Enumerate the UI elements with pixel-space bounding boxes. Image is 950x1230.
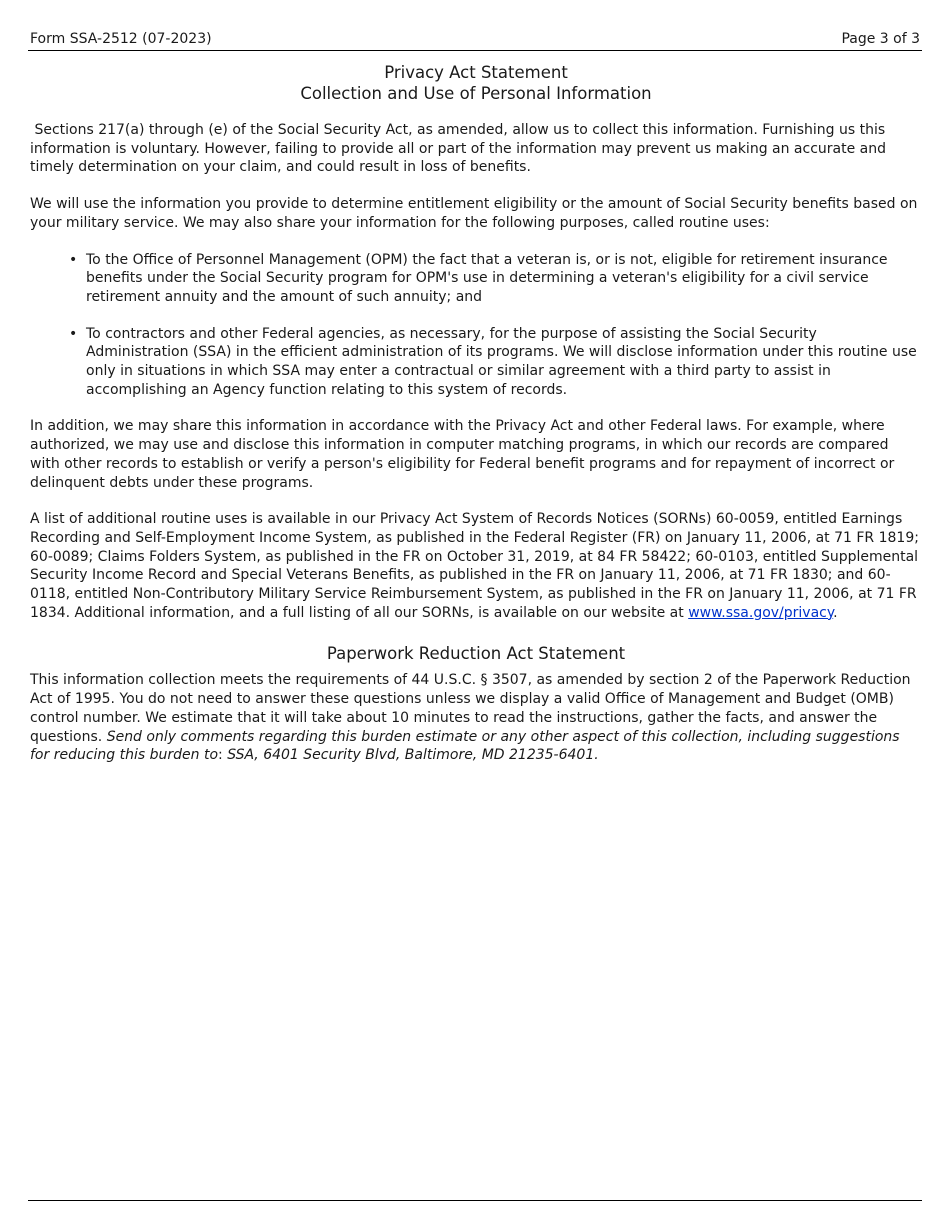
privacy-paragraph-sharing: In addition, we may share this information in accordance with the Privacy Act and other Federal laws. For example, where authorized, we may use and disclose this information in computer matching programs, in which our records are compared with other records to establish or verify a person's eligibility for Federal benefit programs and for repayment of incorrect or delinquent debts under these programs. <box>30 418 895 491</box>
privacy-website-link[interactable]: www.ssa.gov/privacy <box>688 604 834 621</box>
privacy-paragraph-sorns <box>30 510 922 622</box>
routine-uses-list <box>30 251 922 400</box>
footer-divider <box>28 1200 922 1201</box>
paperwork-address: SSA, 6401 Security Blvd, Baltimore, MD 21235-6401. <box>227 747 599 764</box>
page-number: Page 3 of 3 <box>841 31 920 47</box>
routine-use-contractors: To contractors and other Federal agencies, as necessary, for the purpose of assisting the Social Security Administration (SSA) in the efficient administration of its programs. We will disclose information under this routine use only in situations in which SSA may enter a contractual or similar agreement with a third party to assist in accomplishing an Agency function relating to this system of records. <box>86 325 917 398</box>
list-item <box>30 251 922 307</box>
sorns-end: . <box>833 604 838 621</box>
privacy-paragraph-authority: Sections 217(a) through (e) of the Social Security Act, as amended, allow us to collect this information. Furnishing us this information is voluntary. However, failing to provide all or part of the information may prevent us making an accurate and timely determination on your claim, and could result in loss of benefits. <box>30 122 891 176</box>
paperwork-text: This information collection meets the requirements of 44 U.S.C. § 3507, as amended by section 2 of the Paperwork Reduction Act of 1995. You do not need to answer these questions unless we display a valid Office of Management and Budget (OMB) control number. We estimate that it will take about 10 minutes to read the instructions, gather the facts, and answer the questions. <box>30 672 911 745</box>
paperwork-italic-text: Send only comments regarding this burden estimate or any other aspect of this collection, including suggestions for reducing this burden to <box>30 728 900 764</box>
list-item <box>30 325 922 400</box>
sorns-text: A list of additional routine uses is available in our Privacy Act System of Records Notices (SORNs) 60-0059, entitled Earnings Recording and Self-Employment Income System, as published in the Federal Register (FR) on January 11, 2006, at 71 FR 1819; 60-0089; Claims Folders System, as published in the FR on October 31, 2019, at 84 FR 58422; 60-0103, entitled Supplemental Security Income Record and Special Veterans Benefits, as published in the FR on January 11, 2006, at 71 FR 1830; and 60-0118, entitled Non-Contributory Military Service Reimbursement System, as published in the FR on January 11, 2006, at 71 FR 1834. Additional information, and a full listing of all our SORNs, is available on our website at <box>30 511 919 621</box>
page-header <box>28 28 922 51</box>
document-body <box>30 62 922 765</box>
form-number: Form SSA-2512 (07-2023) <box>30 31 212 47</box>
bullet-icon: • <box>69 251 78 268</box>
privacy-paragraph-use: We will use the information you provide to determine entitlement eligibility or the amount of Social Security benefits based on your military service. We may also share your information for the following purposes, called routine uses: <box>30 196 918 231</box>
routine-use-opm: To the Office of Personnel Management (OPM) the fact that a veteran is, or is not, eligible for retirement insurance benefits under the Social Security program for OPM's use in determining a veteran's eligibility for a civil service retirement annuity and the amount of such annuity; and <box>86 251 888 305</box>
bullet-icon: • <box>69 325 78 342</box>
paperwork-colon: : <box>218 747 228 764</box>
paperwork-paragraph <box>30 671 922 765</box>
privacy-act-title: Privacy Act Statement <box>384 63 568 82</box>
paperwork-reduction-title: Paperwork Reduction Act Statement <box>326 644 626 664</box>
privacy-act-subtitle: Collection and Use of Personal Information <box>300 84 652 103</box>
